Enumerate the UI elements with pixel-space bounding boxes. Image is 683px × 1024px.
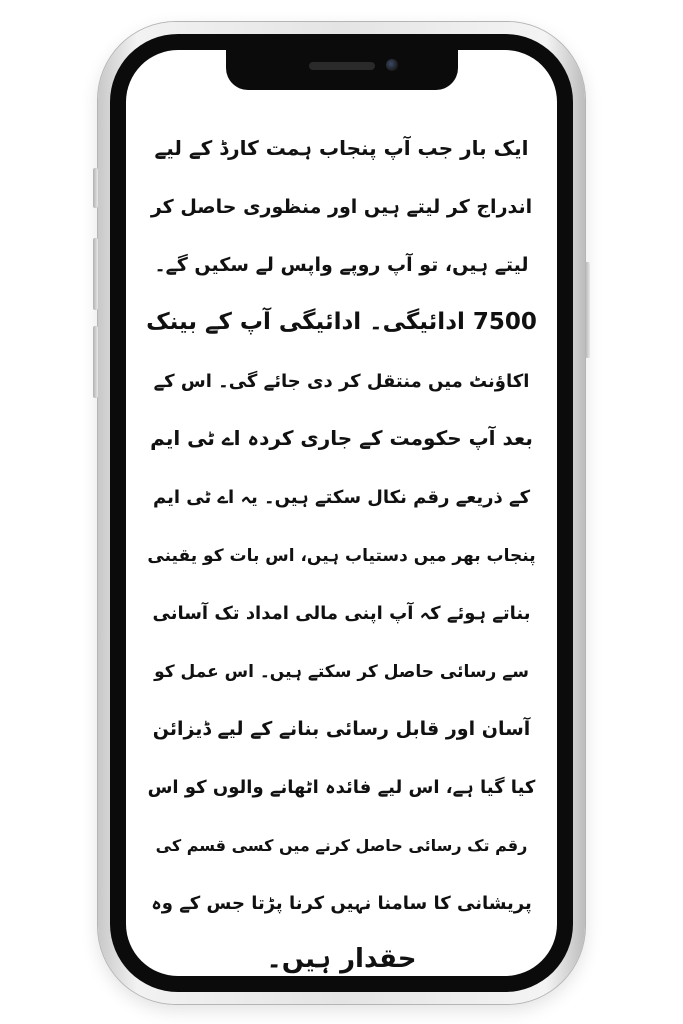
- article-text: [146, 118, 537, 976]
- article-line: پریشانی کا سامنا نہیں کرنا پڑتا جس کے وہ: [151, 893, 532, 914]
- article-line: کیا گیا ہے، اس لیے فائدہ اٹھانے والوں کو اس: [147, 777, 536, 798]
- phone-notch: [226, 50, 458, 90]
- power-button[interactable]: [585, 262, 590, 358]
- article-line: پنجاب بھر میں دستیاب ہیں، اس بات کو یقینی: [147, 546, 536, 566]
- front-camera-icon: [386, 59, 398, 71]
- article-line: سے رسائی حاصل کر سکتے ہیں۔ اس عمل کو: [154, 662, 529, 682]
- phone-frame: [98, 22, 585, 1004]
- article-line: آسان اور قابل رسائی بنانے کے لیے ڈیزائن: [152, 718, 531, 740]
- article-line: ایک بار جب آپ پنجاب ہمت کارڈ کے لیے: [154, 136, 529, 160]
- article-line: کے ذریعے رقم نکال سکتے ہیں۔ یہ اے ٹی ایم: [152, 487, 531, 508]
- silent-switch[interactable]: [93, 168, 98, 208]
- phone-bezel: [110, 34, 573, 992]
- phone-screen: [126, 50, 557, 976]
- article-line: بعد آپ حکومت کے جاری کردہ اے ٹی ایم: [150, 426, 533, 450]
- speaker-grille-icon: [309, 62, 375, 70]
- article-line: لیتے ہیں، تو آپ روپے واپس لے سکیں گے۔: [154, 254, 529, 276]
- article-line: اندراج کر لیتے ہیں اور منظوری حاصل کر: [150, 196, 533, 218]
- article-line: 7500 ادائیگی۔ ادائیگی آپ کے بینک: [146, 309, 537, 335]
- article-line: بناتے ہوئے کہ آپ اپنی مالی امداد تک آسانی: [152, 603, 531, 624]
- volume-up-button[interactable]: [93, 238, 98, 310]
- article-line: اکاؤنٹ میں منتقل کر دی جائے گی۔ اس کے: [153, 371, 530, 392]
- volume-down-button[interactable]: [93, 326, 98, 398]
- article-line: رقم تک رسائی حاصل کرنے میں کسی قسم کی: [155, 836, 528, 855]
- article-line: حقدار ہیں۔: [266, 944, 417, 974]
